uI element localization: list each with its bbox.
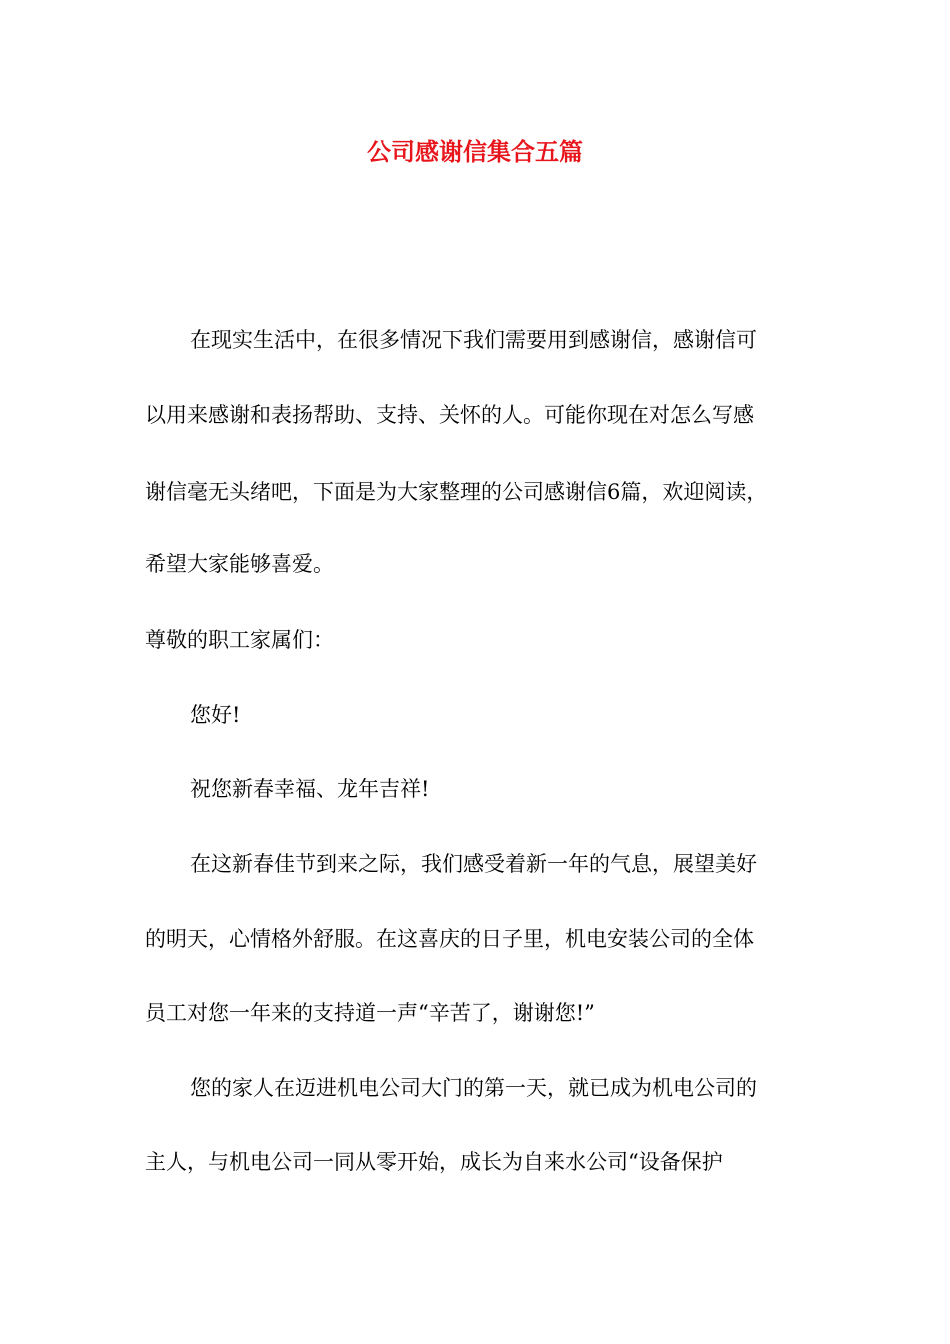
paragraph-line: 希望大家能够喜爱。 (145, 552, 334, 576)
paragraph-line: 以用来感谢和表扬帮助、支持、关怀的人。可能你现在对怎么写感 (145, 403, 754, 427)
paragraph-line: 谢信毫无头绪吧，下面是为大家整理的公司感谢信6篇，欢迎阅读， (145, 480, 768, 504)
paragraph-line: 在这新春佳节到来之际，我们感受着新一年的气息，展望美好 (190, 852, 757, 876)
paragraph-line: 的明天，心情格外舒服。在这喜庆的日子里，机电安装公司的全体 (145, 927, 754, 951)
paragraph-line: 在现实生活中，在很多情况下我们需要用到感谢信，感谢信可 (190, 328, 757, 352)
paragraph-line: 您的家人在迈进机电公司大门的第一天，就已成为机电公司的 (190, 1076, 757, 1100)
paragraph-line: 员工对您一年来的支持道一声“辛苦了，谢谢您!” (145, 1001, 595, 1025)
salutation: 尊敬的职工家属们： (145, 628, 334, 652)
greeting-line: 您好! (190, 703, 241, 727)
paragraph-line: 主人，与机电公司一同从零开始，成长为自来水公司“设备保护 (145, 1150, 723, 1174)
greeting-line: 祝您新春幸福、龙年吉祥! (190, 777, 430, 801)
document-title: 公司感谢信集合五篇 (367, 137, 583, 166)
